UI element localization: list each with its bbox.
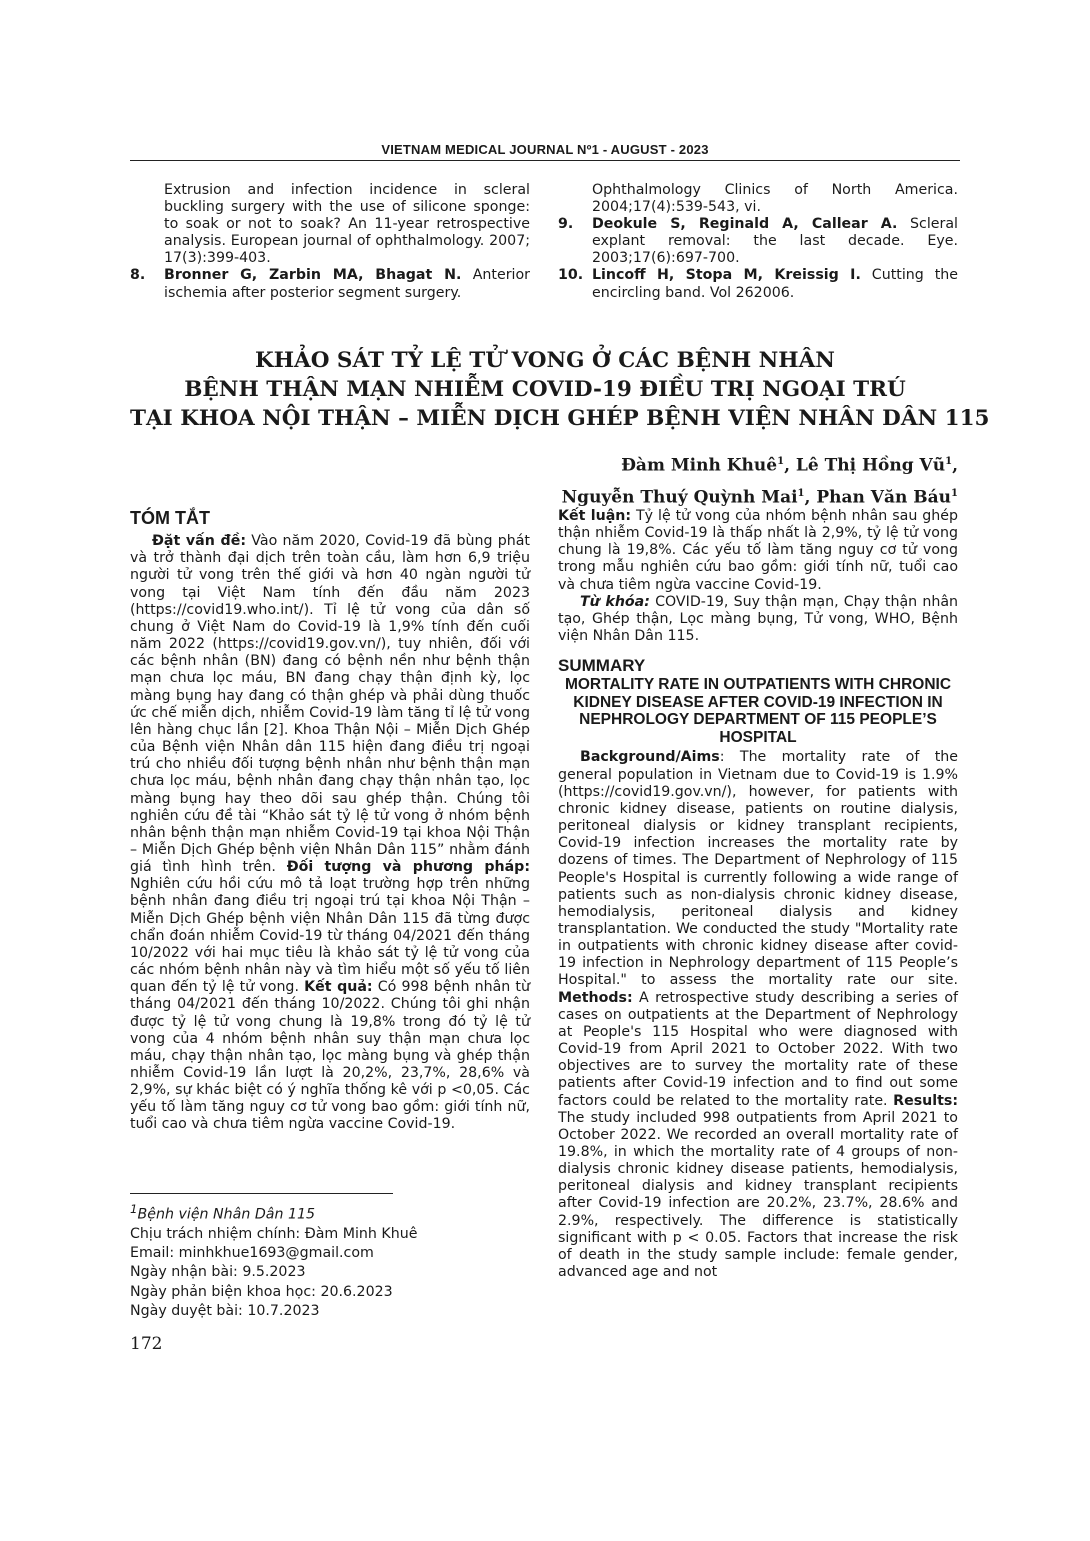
page-number: 172 (130, 1334, 163, 1354)
summary-heading: SUMMARY (558, 656, 646, 676)
reference-text: Scleral explant removal: the last decade. Eye. 2003;17(6):697-700. (592, 216, 958, 267)
reference-authors: Lincoff H, Stopa M, Kreissig I. (592, 267, 861, 284)
author-line-2 (562, 480, 958, 512)
article-title (130, 346, 990, 433)
title-line-3: TẠI KHOA NỘI THẬN – MIỄN DỊCH GHÉP BỆNH VIỆN NHÂN DÂN 115 (130, 406, 990, 431)
abstract-right-column (558, 508, 958, 1281)
affiliation-marker: 1 (777, 456, 785, 467)
background-text: : The mortality rate of the general population in Vietnam due to Covid-19 is 1.9% (https://covid19.gov.vn/), however, for patients with chronic kidney disease, patients on routine dialysis, peritoneal dialysis or kidney transplant recipients, Covid-19 infection increases the mortality rate by dozens of times. The Department of Nephrology of 115 People's Hospital is currently following a wide range of patients such as non-dialysis chronic kidney disease, hemodialysis, peritoneal dialysis and kidney transplantation. We conducted the study "Mortality rate in outpatients with chronic kidney disease after covid-19 infection in Nephrology department of 115 People’s Hospital." to assess the mortality rate our site. (558, 749, 958, 989)
doi-tuong-text: Nghiên cứu hồi cứu mô tả loạt trường hợp trên những bệnh nhân đang điều trị ngoại trú tại khoa Nội Thận – Miễn Dịch Ghép bệnh viện Nhân Dân 115 đã từng được chẩn đoán nhiễm Covid-19 từ tháng 04/2021 đến tháng 10/2022 với hai mục tiêu là khảo sát tỷ lệ tử vong của các nhóm bệnh nhân này và tìm hiểu một số yếu tố liên quan đến tỷ lệ tử vong. (130, 876, 530, 996)
footnote-received: Ngày nhận bài: 9.5.2023 (130, 1264, 306, 1281)
tu-khoa-text: COVID-19, Suy thận mạn, Chạy thận nhân tạo, Ghép thận, Lọc màng bụng, Tử vong, WHO, Bệnh viện Nhân Dân 115. (558, 593, 959, 645)
footnote-rule (130, 1193, 393, 1194)
tomtat-paragraph (130, 533, 530, 1133)
reference-8 (130, 267, 530, 301)
ket-qua-text: Có 998 bệnh nhân từ tháng 04/2021 đến tháng 10/2022. Chúng tôi ghi nhận được tỷ lệ tử vong chung là 19,8% trong đó tỷ lệ tử vong của 4 nhóm bệnh nhân suy thận mạn chưa lọc máu, chạy thận nhân tạo, lọc màng bụng và ghép thận nhiễm Covid-19 lần lượt là 20,2%, 23,7%, 28,6% và 2,9%, sự khác biệt có ý nghĩa thống kê với p <0,05. Các yếu tố làm tăng nguy cơ tử vong bao gồm: giới tính nữ, tuổi cao và chưa tiêm ngừa vaccine Covid-19. (130, 979, 530, 1133)
running-header: VIETNAM MEDICAL JOURNAL Nº1 - AUGUST - 2023 (381, 142, 709, 157)
affiliation-name: Bệnh viện Nhân Dân 115 (137, 1206, 316, 1223)
footnote-reviewed: Ngày phản biện khoa học: 20.6.2023 (130, 1283, 393, 1300)
author-name: Lê Thị Hồng Vũ (795, 455, 946, 476)
reference-text: Extrusion and infection incidence in scleral buckling surgery with the use of silicone sponge: to soak or not to soak? An 11-year retrospective analysis. European journal of ophthalmology. 2007; 17(3):399-403. (164, 182, 530, 267)
references-left-column (130, 182, 530, 302)
results-label: Results: (893, 1092, 958, 1109)
reference-text: Cutting the encircling band. Vol 262006. (592, 267, 958, 301)
background-label: Background/Aims (580, 749, 720, 766)
results-text: The study included 998 outpatients from April 2021 to October 2022. We recorded an overall mortality rate of 19.8%, in which the mortality rate of 4 groups of non-dialysis chronic kidney disease patients, hemodialysis, peritoneal dialysis and kidney transplant recipients after Covid-19 infection are 20.2%, 23.7%, 28.6% and 2.9%, respectively. The difference is statistically significant with p < 0.05. Factors that increase the risk of death in the study sample include: female gender, advanced age and not (558, 1109, 958, 1281)
author-name: Nguyễn Thuý Quỳnh Mai (561, 487, 798, 508)
reference-10 (558, 267, 958, 301)
references-right-column (558, 182, 958, 302)
doi-tuong-label: Đối tượng và phương pháp: (286, 859, 531, 876)
footnote-corresponding: Chịu trách nhiệm chính: Đàm Minh Khuê (130, 1225, 418, 1242)
summary-title: MORTALITY RATE IN OUTPATIENTS WITH CHRONIC KIDNEY DISEASE AFTER COVID-19 INFECTION IN NEPHROLOGY DEPARTMENT OF 115 PEOPLE’S HOSPITAL (564, 676, 952, 746)
reference-9 (558, 216, 958, 267)
author-name: Phan Văn Báu (816, 487, 952, 508)
dat-van-de-text: Vào năm 2020, Covid-19 đã bùng phát và trở thành đại dịch trên toàn cầu, làm hơn 6,9 triệu người tử vong trên thế giới và hơn 40 ngàn người tử vong tại Việt Nam tính đến đầu năm 2023 (https://covid19.who.int/). Tỉ lệ tử vong của dân số chung ở Việt Nam do Covid-19 là 1,9% tính đến cuối năm 2022 (https://covid19.gov.vn/), tuy nhiên, đối với các bệnh nhân (BN) đang có bệnh nền như bệnh thận mạn chưa lọc máu, BN đang chạy thận định kỳ, lọc màng bụng hay đang có thận ghép và phải dùng thuốc ức chế miễn dịch, nhiễm Covid-19 làm tăng tỉ lệ tử vong lên hàng chục lần [2]. Khoa Thận Nội – Miễn Dịch Ghép của Bệnh viện Nhân dân 115 hiện đang điều trị ngoại trú cho nhiều đối tượng bệnh nhân như bệnh thận mạn chưa lọc máu, bệnh nhân đang chạy thận nhân tạo, lọc màng bụng hay theo dõi sau ghép thận. Chúng tôi nghiên cứu đề tài “Khảo sát tỷ lệ tử vong ở nhóm bệnh nhân bệnh thận mạn nhiễm Covid-19 tại khoa Nội Thận – Miễn Dịch Ghép bệnh viện Nhân Dân 115” nhằm đánh giá tình hình trên. (130, 533, 530, 876)
affiliation-marker: 1 (130, 1202, 138, 1216)
dat-van-de-label: Đặt vấn đề: (152, 533, 246, 550)
author-name: Đàm Minh Khuê (621, 455, 778, 476)
affiliation-marker: 1 (945, 456, 953, 467)
affiliation-marker: 1 (951, 487, 958, 499)
ket-qua-label: Kết quả: (304, 979, 373, 996)
reference-8-continued (558, 182, 958, 216)
header-rule (130, 160, 960, 161)
author-separator: , (784, 455, 796, 476)
footnote-accepted: Ngày duyệt bài: 10.7.2023 (130, 1302, 320, 1319)
reference-number: 9. (558, 216, 574, 233)
author-list (562, 448, 958, 511)
tu-khoa-paragraph (558, 594, 958, 645)
author-separator: , (804, 487, 817, 508)
tu-khoa-label: Từ khóa: (580, 593, 650, 610)
reference-text: Ophthalmology Clinics of North America. 2004;17(4):539-543, vi. (592, 182, 958, 216)
tomtat-heading: TÓM TẮT (130, 508, 210, 528)
methods-text: A retrospective study describing a series of cases on outpatients at the Department of Nephrology at People's 115 Hospital who were diagnosed with Covid-19 from April 2021 to October 2022. With two objectives are to survey the mortality rate of these patients after Covid-19 infection and to find out some factors could be related to the mortality rate. (558, 989, 958, 1109)
reference-authors: Deokule S, Reginald A, Callear A. (592, 216, 898, 233)
footnote (130, 1200, 550, 1321)
title-line-2: BỆNH THẬN MẠN NHIỄM COVID-19 ĐIỀU TRỊ NGOẠI TRÚ (184, 377, 906, 402)
reference-number: 8. (130, 267, 146, 284)
reference-number: 10. (558, 267, 584, 284)
reference-authors: Bronner G, Zarbin MA, Bhagat N. (164, 267, 462, 284)
reference-text: Anterior ischemia after posterior segment surgery. (164, 267, 530, 301)
footnote-email: Email: minhkhue1693@gmail.com (130, 1245, 374, 1262)
summary-paragraph (558, 749, 958, 1281)
abstract-vietnamese-column (130, 506, 530, 1134)
ket-luan-paragraph (558, 508, 958, 594)
methods-label: Methods: (558, 989, 633, 1006)
ket-luan-text: Tỷ lệ tử vong của nhóm bệnh nhân sau ghép thận nhiễm Covid-19 là thấp nhất là 2,9%, tỷ lệ tử vong chung là 19,8%. Các yếu tố làm tăng nguy cơ tử vong trong mẫu nghiên cứu bao gồm: giới tính nữ, tuổi cao và chưa tiêm ngừa vaccine Covid-19. (558, 508, 958, 593)
author-line-1: Đàm Minh Khuê$^1$, Lê Thị Hồng $Vũ^1$, (621, 455, 958, 476)
title-line-1: KHẢO SÁT TỶ LỆ TỬ VONG Ở CÁC BỆNH NHÂN (255, 348, 835, 373)
footnote-affiliation (130, 1200, 550, 1225)
affiliation-marker: 1 (797, 487, 805, 499)
ket-luan-label: Kết luận: (558, 508, 632, 524)
reference-7-continued (130, 182, 530, 267)
